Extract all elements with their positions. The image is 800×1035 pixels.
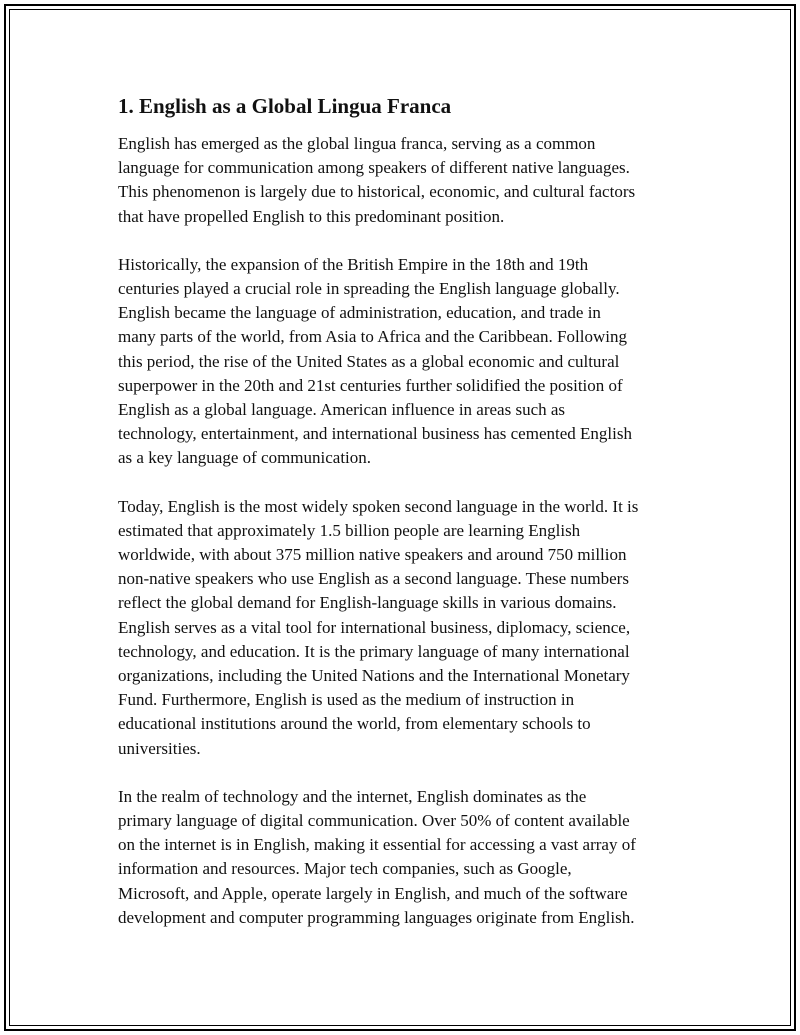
paragraph-line: estimated that approximately 1.5 billion people are learning English (118, 520, 581, 540)
section-title: 1. English as a Global Lingua Franca (118, 94, 452, 118)
paragraph-line: Historically, the expansion of the British Empire in the 18th and 19th (118, 254, 589, 274)
paragraph-line: Today, English is the most widely spoken second language in the world. It is (118, 496, 639, 516)
paragraph-line: English has emerged as the global lingua franca, serving as a common (118, 134, 596, 153)
paragraph-line: universities. (118, 738, 201, 758)
document-body (118, 92, 698, 954)
paragraph-4 (118, 785, 698, 930)
paragraph-line: centuries played a crucial role in spreading the English language globally. (118, 279, 620, 299)
paragraph-line: English serves as a vital tool for international business, diplomacy, science, (118, 617, 631, 637)
paragraph-line: information and resources. Major tech companies, such as Google, (118, 859, 572, 879)
paragraph-line: worldwide, with about 375 million native speakers and around 750 million (118, 545, 627, 565)
paragraph-line: superpower in the 20th and 21st centuries further solidified the position of (118, 375, 623, 395)
paragraph-line: this period, the rise of the United States as a global economic and cultural (118, 351, 620, 371)
paragraph-line: reflect the global demand for English-language skills in various domains. (118, 593, 617, 613)
paragraph-line: many parts of the world, from Asia to Africa and the Caribbean. Following (118, 327, 627, 347)
paragraph-line: primary language of digital communication. Over 50% of content available (118, 811, 630, 831)
paragraph-line: Microsoft, and Apple, operate largely in English, and much of the software (118, 883, 628, 903)
paragraph-line: This phenomenon is largely due to historical, economic, and cultural factors (118, 182, 636, 202)
paragraph-line: non-native speakers who use English as a second language. These numbers (118, 569, 629, 589)
paragraph-1 (118, 132, 698, 229)
paragraph-line: English became the language of administration, education, and trade in (118, 303, 601, 323)
paragraph-line: on the internet is in English, making it essential for accessing a vast array of (118, 835, 636, 855)
paragraph-line: that have propelled English to this predominant position. (118, 206, 505, 226)
paragraph-line: educational institutions around the world, from elementary schools to (118, 714, 591, 734)
paragraph-line: English as a global language. American influence in areas such as (118, 400, 566, 420)
paragraph-2 (118, 253, 698, 471)
paragraph-line: Fund. Furthermore, English is used as the medium of instruction in (118, 690, 575, 710)
paragraph-line: technology, and education. It is the primary language of many international (118, 641, 630, 661)
paragraph-line: technology, entertainment, and international business has cemented English (118, 424, 632, 444)
paragraph-line: development and computer programming languages originate from English. (118, 907, 635, 927)
paragraph-line: language for communication among speakers of different native languages. (118, 158, 630, 178)
paragraph-line: as a key language of communication. (118, 448, 372, 468)
paragraph-line: In the realm of technology and the internet, English dominates as the (118, 786, 587, 806)
paragraph-line: organizations, including the United Nations and the International Monetary (118, 666, 630, 686)
paragraph-3 (118, 495, 698, 761)
